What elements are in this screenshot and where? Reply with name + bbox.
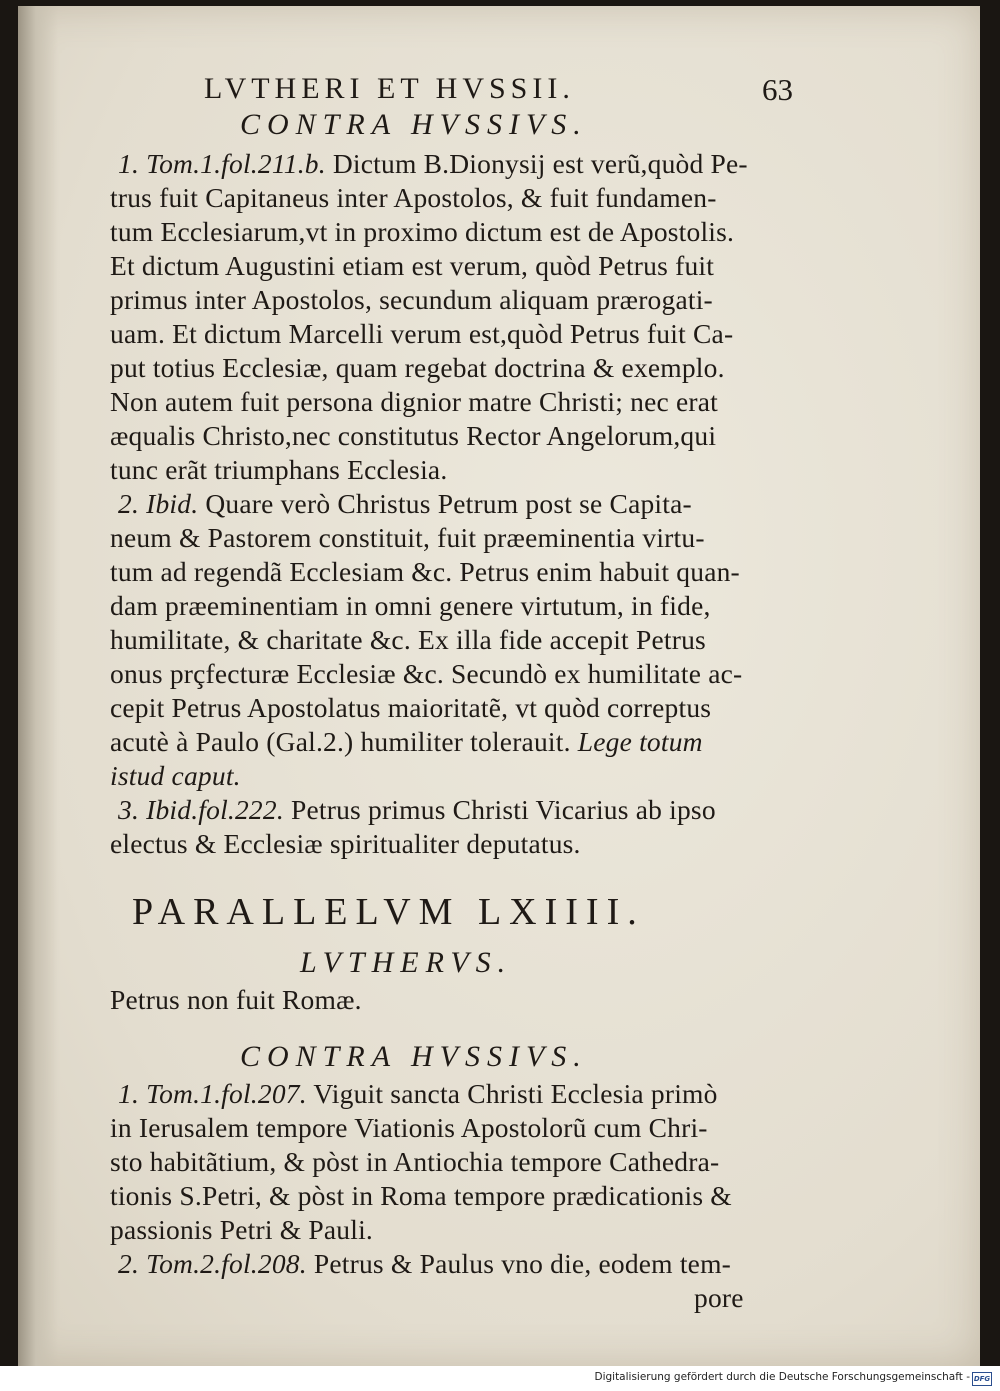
catchword: pore bbox=[694, 1282, 744, 1313]
citation-ref: 3. Ibid.fol.222. bbox=[118, 794, 284, 825]
digitization-footer bbox=[0, 1366, 1000, 1391]
section1-line-4: Et dictum Augustini etiam est verum, quòd Petrus fuit bbox=[110, 250, 715, 281]
section1-line-21: electus & Ecclesiæ spiritualiter deputatus. bbox=[110, 828, 581, 859]
citation-ref: 2. Tom.2.fol.208. bbox=[118, 1248, 307, 1279]
section2-line-2: in Ierusalem tempore Viationis Apostolorũ cum Chri- bbox=[110, 1112, 708, 1143]
running-head: LVTHERI ET HVSSII. bbox=[204, 72, 575, 105]
page-text-block bbox=[18, 6, 980, 1366]
funding-credit: Digitalisierung gefördert durch die Deutsche Forschungsgemeinschaft - bbox=[594, 1371, 970, 1383]
book-page bbox=[18, 6, 980, 1366]
line-italic-tail: Lege totum bbox=[570, 726, 703, 757]
citation-ref: 1. Tom.1.fol.207. bbox=[118, 1078, 307, 1109]
dfg-logo-icon: DFG bbox=[972, 1372, 992, 1386]
luther-heading: LVTHERVS. bbox=[300, 946, 513, 979]
section2-line-1 bbox=[118, 1078, 718, 1110]
section2-line-5: passionis Petri & Pauli. bbox=[110, 1214, 374, 1245]
section1-line-17: cepit Petrus Apostolatus maioritatẽ, vt quòd correptus bbox=[110, 692, 712, 723]
section1-line-11 bbox=[118, 488, 692, 520]
line-text: Quare verò Christus Petrum post se Capita- bbox=[198, 488, 692, 519]
page-number: 63 bbox=[762, 72, 793, 107]
luther-text: Petrus non fuit Romæ. bbox=[110, 984, 362, 1015]
section1-line-6: uam. Et dictum Marcelli verum est,quòd Petrus fuit Ca- bbox=[110, 318, 734, 349]
citation-ref: 2. Ibid. bbox=[118, 488, 199, 519]
section1-line-10: tunc erãt triumphans Ecclesia. bbox=[110, 454, 448, 485]
line-text: Petrus & Paulus vno die, eodem tem- bbox=[306, 1248, 732, 1279]
section1-line-19: istud caput. bbox=[110, 760, 241, 791]
section1-line-9: æqualis Christo,nec constitutus Rector Angelorum,qui bbox=[110, 420, 717, 451]
parallel-title: PARALLELVM LXIIII. bbox=[132, 891, 645, 933]
section1-line-16: onus prçfecturæ Ecclesiæ &c. Secundò ex humilitate ac- bbox=[110, 658, 743, 689]
section1-line-8: Non autem fuit persona dignior matre Christi; nec erat bbox=[110, 386, 718, 417]
section2-line-6 bbox=[118, 1248, 731, 1280]
section1-line-3: tum Ecclesiarum,vt in proximo dictum est de Apostolis. bbox=[110, 216, 735, 247]
section2-line-4: tionis S.Petri, & pòst in Roma tempore prædicationis & bbox=[110, 1180, 732, 1211]
section1-line-20 bbox=[118, 794, 716, 826]
section1-line-7: put totius Ecclesiæ, quam regebat doctrina & exemplo. bbox=[110, 352, 725, 383]
section1-line-1 bbox=[118, 148, 748, 180]
section1-line-15: humilitate, & charitate &c. Ex illa fide accepit Petrus bbox=[110, 624, 706, 655]
section1-line-13: tum ad regendã Ecclesiam &c. Petrus enim habuit quan- bbox=[110, 556, 740, 587]
section2-line-3: sto habitãtium, & pòst in Antiochia tempore Cathedra- bbox=[110, 1146, 720, 1177]
section2-heading: CONTRA HVSSIVS. bbox=[240, 1040, 588, 1073]
citation-ref: 1. Tom.1.fol.211.b. bbox=[118, 148, 326, 179]
section1-line-12: neum & Pastorem constituit, fuit præeminentia virtu- bbox=[110, 522, 705, 553]
section1-heading: CONTRA HVSSIVS. bbox=[240, 108, 588, 141]
line-text: acutè à Paulo (Gal.2.) humiliter tolerauit. bbox=[110, 726, 571, 757]
line-text: Dictum B.Dionysij est verũ,quòd Pe- bbox=[325, 148, 748, 179]
line-text: Viguit sancta Christi Ecclesia primò bbox=[306, 1078, 718, 1109]
section1-line-18 bbox=[110, 726, 703, 758]
line-text: Petrus primus Christi Vicarius ab ipso bbox=[283, 794, 716, 825]
section1-line-14: dam præeminentiam in omni genere virtutum, in fide, bbox=[110, 590, 711, 621]
section1-line-5: primus inter Apostolos, secundum aliquam prærogati- bbox=[110, 284, 713, 315]
section1-line-2: trus fuit Capitaneus inter Apostolos, & fuit fundamen- bbox=[110, 182, 717, 213]
